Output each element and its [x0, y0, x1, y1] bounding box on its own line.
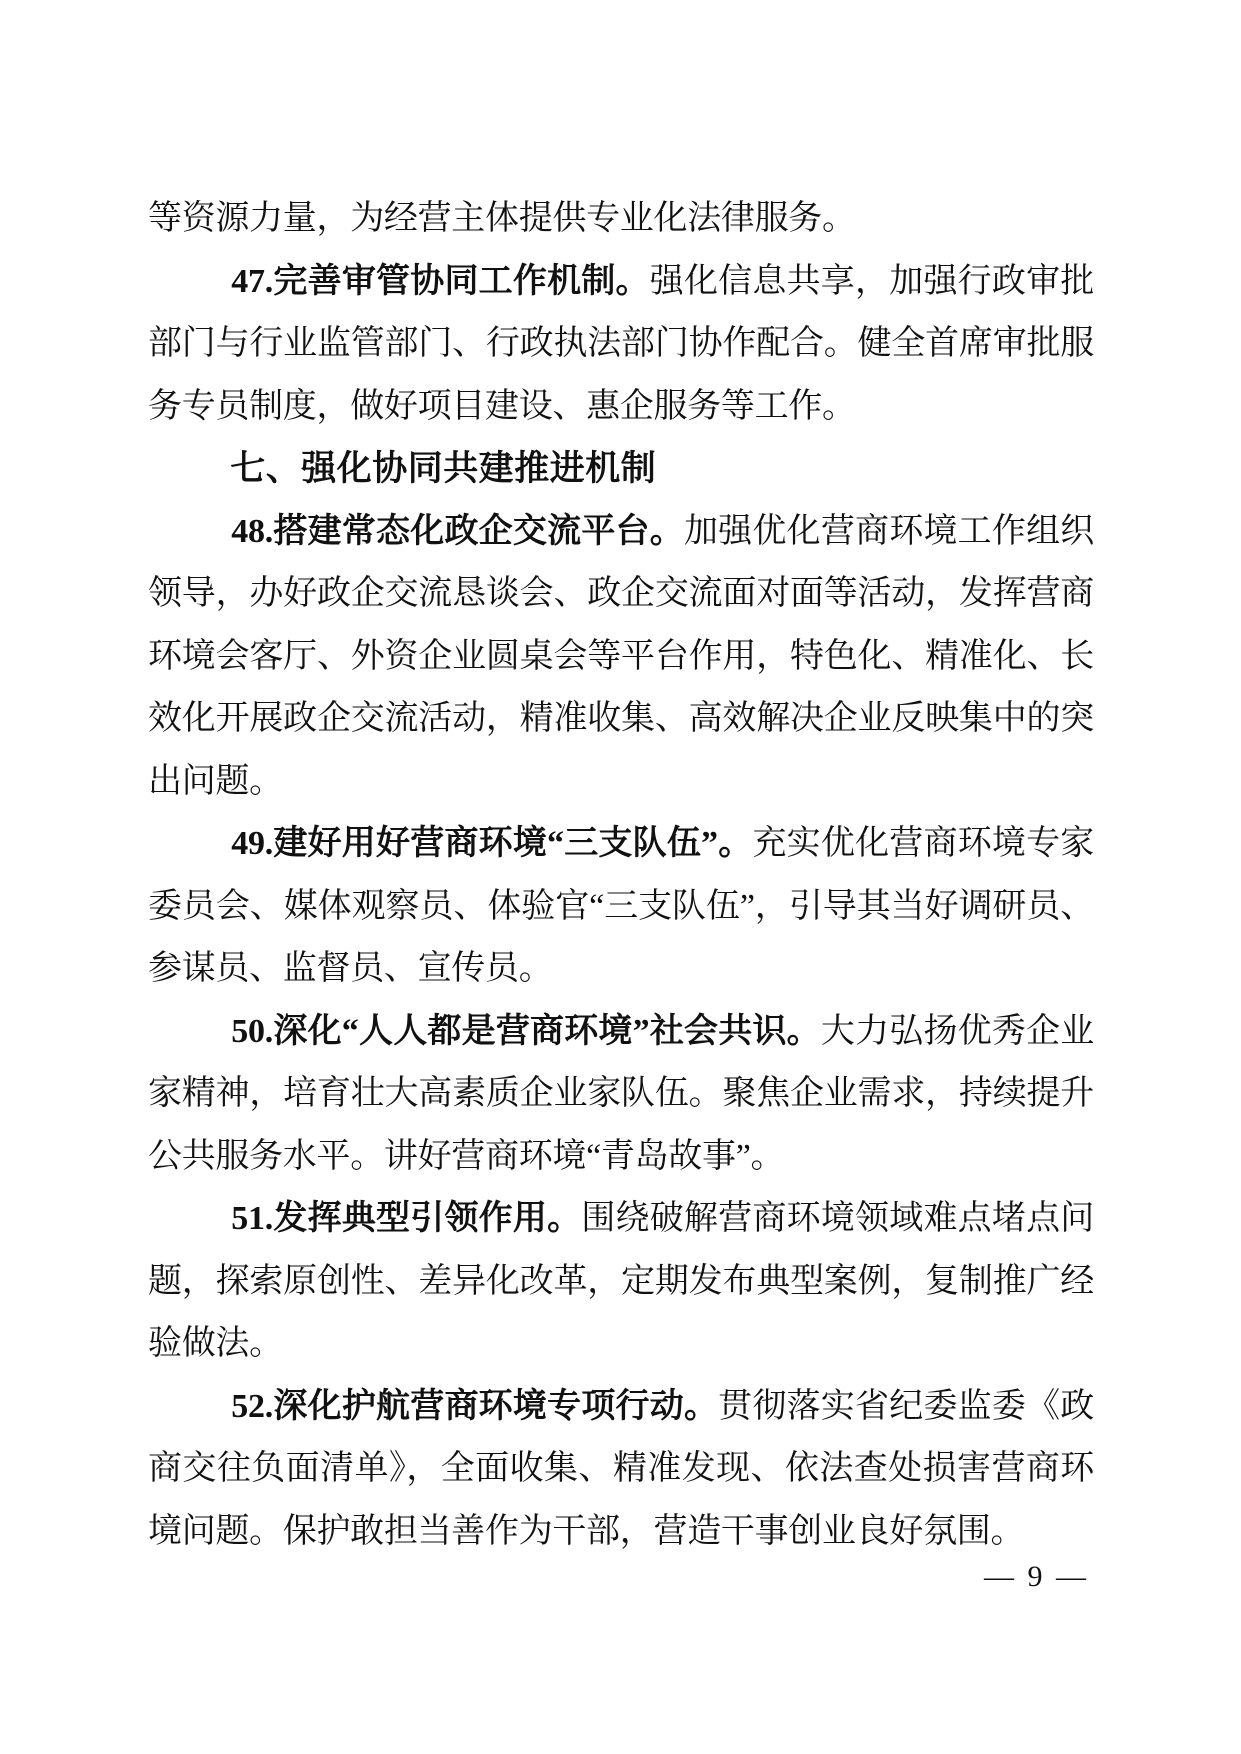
item-50-title: 50.深化“人人都是营商环境”社会共识。 — [231, 1012, 821, 1050]
item-52-body: 贯彻落实省纪委监委《政商交往负面清单》，全面收集、精准发现、依法查处损害营商环境问题。保护敢担当善作为干部，营造干事创业良好氛围。 — [148, 1387, 1094, 1550]
item-47-body: 强化信息共享，加强行政审批部门与行业监管部门、行政执法部门协作配合。健全首席审批服务专员制度，做好项目建设、惠企服务等工作。 — [148, 262, 1094, 425]
item-50 — [148, 1001, 1094, 1189]
document-body — [148, 188, 1094, 1563]
item-48 — [148, 501, 1094, 814]
item-48-title: 48.搭建常态化政企交流平台。 — [231, 512, 684, 550]
section-heading-7: 七、强化协同共建推进机制 — [230, 449, 657, 488]
item-49-title: 49.建好用好营商环境“三支队伍”。 — [231, 825, 753, 862]
item-47-title: 47.完善审管协同工作机制。 — [231, 262, 650, 300]
item-48-body: 加强优化营商环境工作组织领导，办好政企交流恳谈会、政企交流面对面等活动，发挥营商环境会客厅、外资企业圆桌会等平台作用，特色化、精准化、长效化开展政企交流活动，精准收集、高效解决企业反映集中的突出问题。 — [148, 512, 1095, 800]
item-49-body: 充实优化营商环境专家委员会、媒体观察员、体验官“三支队伍”，引导其当好调研员、参谋员、监督员、宣传员。 — [148, 825, 1095, 987]
item-51-body: 围绕破解营商环境领域难点堵点问题，探索原创性、差异化改革，定期发布典型案例，复制推广经验做法。 — [148, 1200, 1095, 1362]
paragraph-continuation: 等资源力量，为经营主体提供专业化法律服务。 — [148, 200, 856, 237]
page-number: — 9 — — [984, 1560, 1089, 1593]
item-51-title: 51.发挥典型引领作用。 — [231, 1200, 582, 1237]
item-50-body: 大力弘扬优秀企业家精神，培育壮大高素质企业家队伍。聚焦企业需求，持续提升公共服务水平。讲好营商环境“青岛故事”。 — [148, 1012, 1095, 1175]
item-49 — [148, 813, 1094, 1001]
item-52 — [148, 1376, 1094, 1564]
item-47 — [148, 251, 1094, 439]
item-52-title: 52.深化护航营商环境专项行动。 — [231, 1387, 719, 1425]
item-51 — [148, 1188, 1094, 1376]
